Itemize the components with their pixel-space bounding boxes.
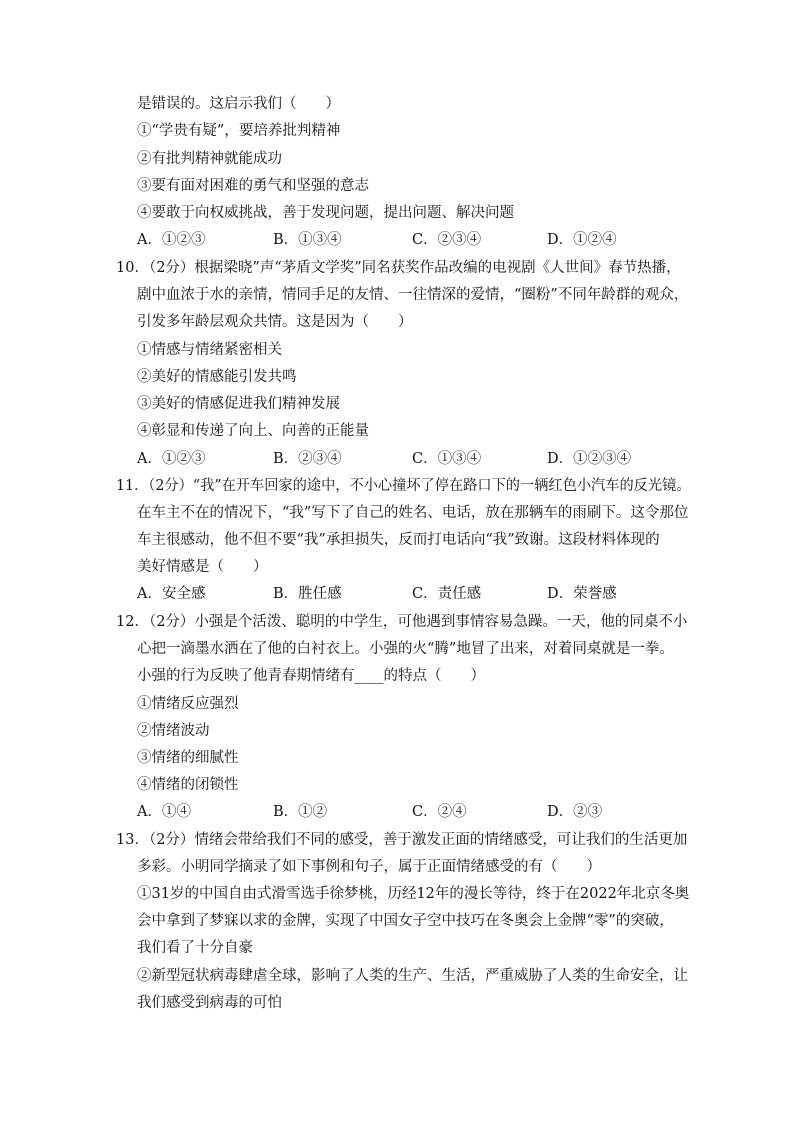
q12-options (137, 802, 657, 822)
option-a[interactable]: A．安全感 (137, 586, 206, 602)
option-d[interactable]: D．①②④ (547, 232, 617, 248)
option-b[interactable]: B．②③④ (273, 451, 342, 467)
option-b[interactable]: B．①③④ (273, 232, 342, 248)
q9-options (137, 230, 657, 250)
q11-stem-line-3: 车主很感动，他不但不要“我”承担损失，反而打电话向“我”致谢。这段材料体现的 (137, 532, 660, 548)
q13-item-1-line-1: ①31岁的中国自由式滑雪选手徐梦桃，历经12年的漫长等待，终于在2022年北京冬奥 (137, 886, 690, 902)
q10-statement-2: ②美好的情感能引发共鸣 (137, 369, 297, 385)
q10-statement-3: ③美好的情感促进我们精神发展 (137, 396, 340, 412)
option-c[interactable]: C．②③④ (412, 232, 482, 248)
q10-stem-line-1: 10．（2分）根据梁晓”声“茅盾文学奖”同名获奖作品改编的电视剧《人世间》春节热播， (116, 260, 681, 276)
q11-options (137, 584, 657, 604)
option-c[interactable]: C．②④ (412, 804, 467, 820)
q11-stem-line-1: 11．（2分）“我”在开车回家的途中，不小心撞坏了停在路口下的一辆红色小汽车的反光镜。 (116, 478, 691, 494)
q12-statement-4: ④情绪的闭锁性 (137, 777, 239, 793)
option-c[interactable]: C．责任感 (412, 586, 482, 602)
option-b[interactable]: B．①② (273, 804, 328, 820)
option-d[interactable]: D．荣誉感 (547, 586, 617, 602)
q11-stem-line-4: 美好情感是（ ） (137, 559, 268, 575)
q13-item-1-line-2: 会中拿到了梦寐以求的金牌，实现了中国女子空中技巧在冬奥会上金牌“零”的突破， (137, 913, 674, 929)
q13-stem-line-2: 多彩。小明同学摘录了如下事例和句子，属于正面情绪感受的有（ ） (137, 859, 601, 875)
q9-statement-2: ②有批判精神就能成功 (137, 151, 282, 167)
option-d[interactable]: D．①②③④ (547, 451, 632, 467)
option-c[interactable]: C．①③④ (412, 451, 482, 467)
q12-stem-line-2: 心把一滴墨水洒在了他的白衬衣上。小强的火“腾”地冒了出来，对着同桌就是一拳。 (137, 641, 674, 657)
q10-statement-4: ④彰显和传递了向上、向善的正能量 (137, 423, 369, 439)
q9-statement-4: ④要敢于向权威挑战，善于发现问题，提出问题、解决问题 (137, 205, 514, 221)
q10-stem-line-2: 剧中血浓于水的亲情，情同手足的友情、一往情深的爱情，“圈粉”不同年龄群的观众， (137, 287, 689, 303)
q13-item-2-line-2: 我们感受到病毒的可怕 (137, 995, 282, 1011)
q9-continuation: 是错误的。这启示我们（ ） (137, 96, 340, 112)
q10-stem-line-3: 引发多年龄层观众共情。这是因为（ ） (137, 314, 413, 330)
option-a[interactable]: A．①②③ (137, 232, 206, 248)
q12-statement-2: ②情绪波动 (137, 723, 210, 739)
q10-statement-1: ①情感与情绪紧密相关 (137, 342, 282, 358)
q12-stem-line-1: 12．（2分）小强是个活泼、聪明的中学生，可他遇到事情容易急躁。一天，他的同桌不小 (116, 614, 688, 630)
q12-stem-line-3: 小强的行为反映了他青春期情绪有____的特点（ ） (137, 668, 485, 684)
option-b[interactable]: B．胜任感 (273, 586, 342, 602)
q10-options (137, 449, 677, 469)
option-a[interactable]: A．①②③ (137, 451, 206, 467)
q11-stem-line-2: 在车主不在的情况下，“我”写下了自己的姓名、电话，放在那辆车的雨刷下。这令那位 (137, 505, 689, 521)
q13-item-2-line-1: ②新型冠状病毒肆虐全球，影响了人类的生产、生活，严重威胁了人类的生命安全，让 (137, 968, 688, 984)
q9-statement-1: ①“学贵有疑”，要培养批判精神 (137, 123, 341, 139)
q12-statement-1: ①情绪反应强烈 (137, 696, 239, 712)
q13-stem-line-1: 13．（2分）情绪会带给我们不同的感受，善于激发正面的情绪感受，可让我们的生活更加 (116, 832, 688, 848)
option-a[interactable]: A．①④ (137, 804, 191, 820)
q12-statement-3: ③情绪的细腻性 (137, 750, 239, 766)
q13-item-1-line-3: 我们看了十分自豪 (137, 940, 253, 956)
option-d[interactable]: D．②③ (547, 804, 603, 820)
q9-statement-3: ③要有面对困难的勇气和坚强的意志 (137, 178, 369, 194)
